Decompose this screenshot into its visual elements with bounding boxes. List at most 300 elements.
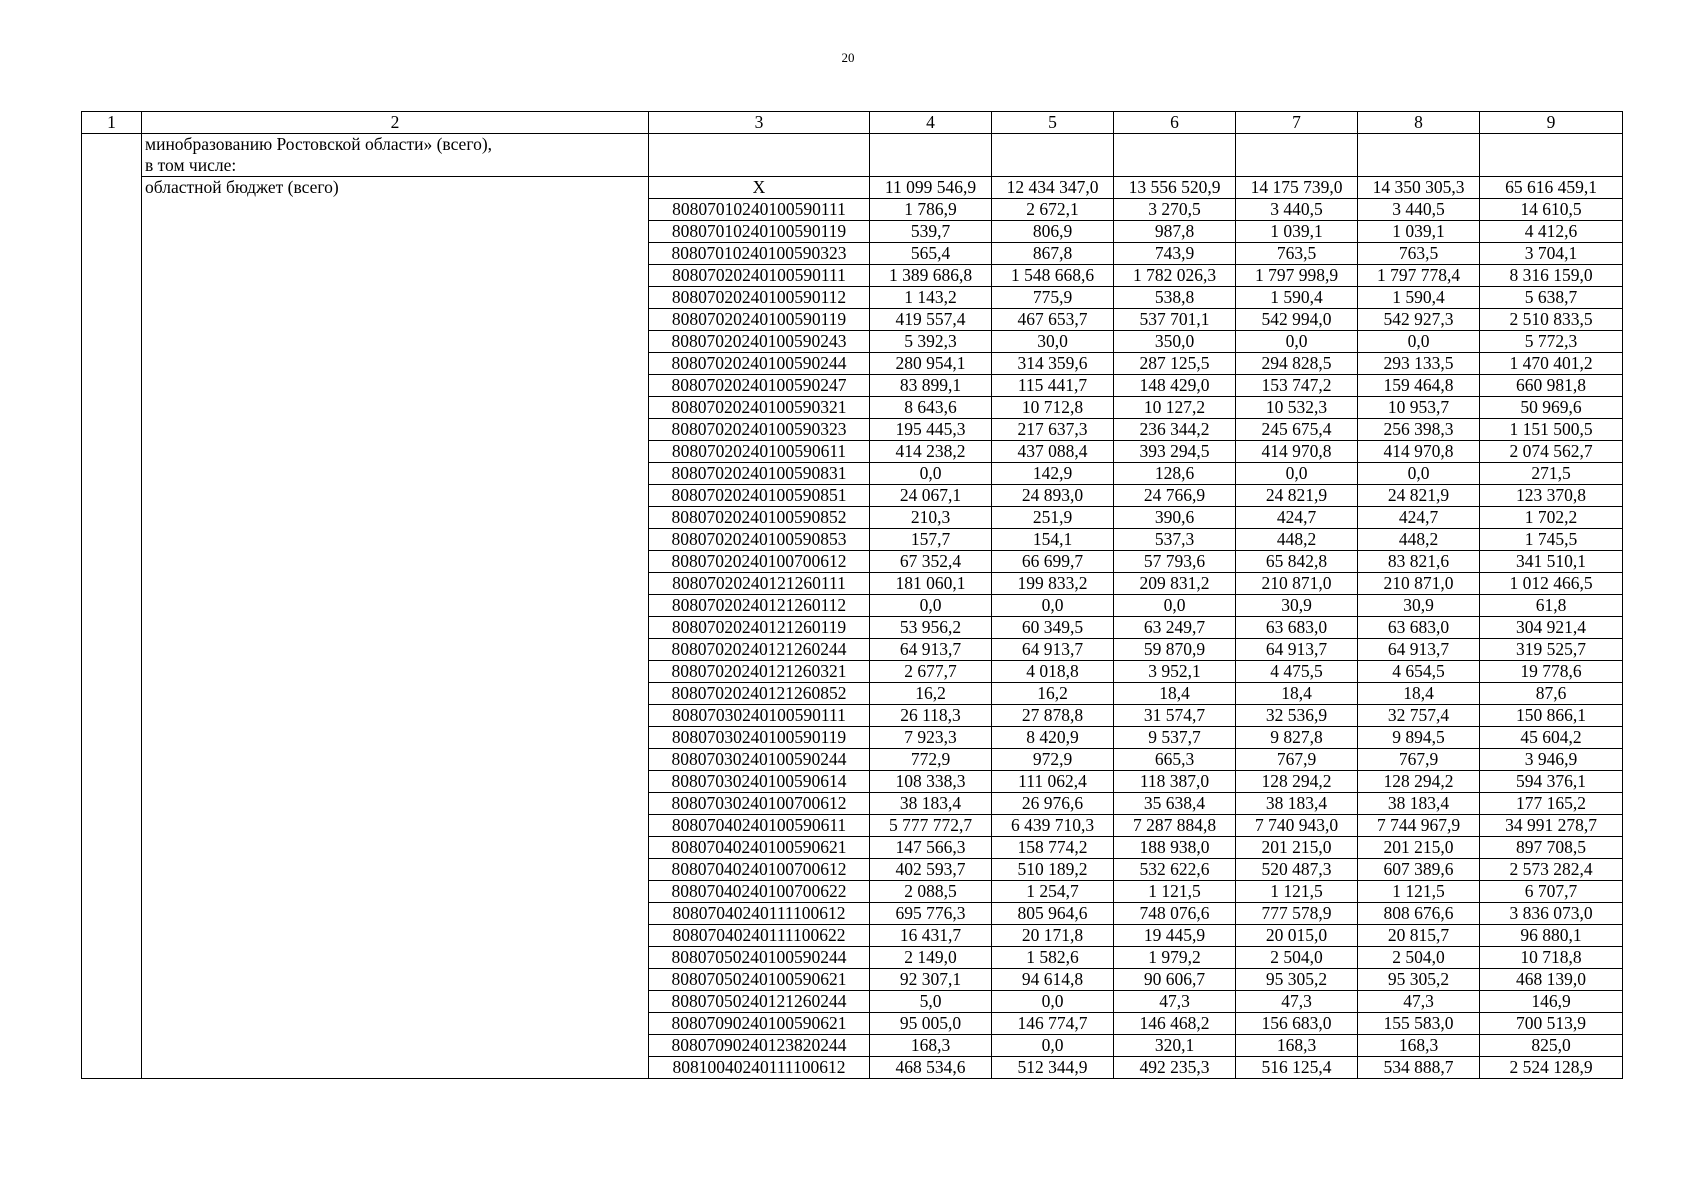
value-cell: 4 018,8 <box>992 661 1114 683</box>
value-cell: 987,8 <box>1114 221 1236 243</box>
value-cell: 520 487,3 <box>1236 859 1358 881</box>
value-cell: 777 578,9 <box>1236 903 1358 925</box>
value-cell: 30,9 <box>1358 595 1480 617</box>
total-cell: 2 524 128,9 <box>1480 1057 1623 1079</box>
value-cell: 14 175 739,0 <box>1236 177 1358 199</box>
value-cell: 767,9 <box>1358 749 1480 771</box>
total-cell: 1 470 401,2 <box>1480 353 1623 375</box>
value-cell: 2 504,0 <box>1236 947 1358 969</box>
value-cell: 539,7 <box>870 221 992 243</box>
value-cell: 4 654,5 <box>1358 661 1480 683</box>
value-cell: 156 683,0 <box>1236 1013 1358 1035</box>
row-number-cell <box>82 134 142 1079</box>
budget-code-cell: 80807090240100590621 <box>649 1013 870 1035</box>
value-cell: 24 893,0 <box>992 485 1114 507</box>
header-cell: 9 <box>1480 112 1623 134</box>
total-cell: 61,8 <box>1480 595 1623 617</box>
value-cell: 1 254,7 <box>992 881 1114 903</box>
value-cell: 83 899,1 <box>870 375 992 397</box>
value-cell: 448,2 <box>1358 529 1480 551</box>
value-cell: 67 352,4 <box>870 551 992 573</box>
value-cell: 19 445,9 <box>1114 925 1236 947</box>
budget-code-cell: 80807040240100700622 <box>649 881 870 903</box>
value-cell: 7 923,3 <box>870 727 992 749</box>
empty-cell <box>1358 134 1480 177</box>
value-cell: 402 593,7 <box>870 859 992 881</box>
total-cell: 468 139,0 <box>1480 969 1623 991</box>
budget-code-cell: 80807040240100590621 <box>649 837 870 859</box>
total-cell: 1 745,5 <box>1480 529 1623 551</box>
value-cell: 18,4 <box>1236 683 1358 705</box>
budget-code-cell: 80807020240100700612 <box>649 551 870 573</box>
value-cell: 24 067,1 <box>870 485 992 507</box>
value-cell: 26 976,6 <box>992 793 1114 815</box>
regional-budget-label: областной бюджет (всего) <box>142 177 649 1079</box>
value-cell: 256 398,3 <box>1358 419 1480 441</box>
value-cell: 2 149,0 <box>870 947 992 969</box>
budget-code-cell: 80807020240100590244 <box>649 353 870 375</box>
value-cell: 10 712,8 <box>992 397 1114 419</box>
program-description-line: минобразованию Ростовской области» (всего), <box>145 134 493 154</box>
value-cell: 1 121,5 <box>1236 881 1358 903</box>
value-cell: 31 574,7 <box>1114 705 1236 727</box>
value-cell: 1 389 686,8 <box>870 265 992 287</box>
value-cell: 1 039,1 <box>1358 221 1480 243</box>
value-cell: 128,6 <box>1114 463 1236 485</box>
value-cell: 350,0 <box>1114 331 1236 353</box>
value-cell: 448,2 <box>1236 529 1358 551</box>
value-cell: 9 827,8 <box>1236 727 1358 749</box>
value-cell: 3 440,5 <box>1236 199 1358 221</box>
value-cell: 47,3 <box>1114 991 1236 1013</box>
value-cell: 1 979,2 <box>1114 947 1236 969</box>
total-cell: 1 702,2 <box>1480 507 1623 529</box>
value-cell: 1 548 668,6 <box>992 265 1114 287</box>
value-cell: 0,0 <box>1236 463 1358 485</box>
value-cell: 468 534,6 <box>870 1057 992 1079</box>
budget-code-cell: 80807030240100590244 <box>649 749 870 771</box>
value-cell: 10 127,2 <box>1114 397 1236 419</box>
value-cell: 1 797 778,4 <box>1358 265 1480 287</box>
value-cell: 0,0 <box>992 1035 1114 1057</box>
value-cell: 195 445,3 <box>870 419 992 441</box>
value-cell: 8 420,9 <box>992 727 1114 749</box>
budget-code-cell: 80807040240100590611 <box>649 815 870 837</box>
total-cell: 150 866,1 <box>1480 705 1623 727</box>
budget-code-cell: 80807010240100590323 <box>649 243 870 265</box>
total-cell: 87,6 <box>1480 683 1623 705</box>
value-cell: 808 676,6 <box>1358 903 1480 925</box>
value-cell: 26 118,3 <box>870 705 992 727</box>
value-cell: 13 556 520,9 <box>1114 177 1236 199</box>
value-cell: 9 537,7 <box>1114 727 1236 749</box>
value-cell: 38 183,4 <box>1358 793 1480 815</box>
total-cell: 45 604,2 <box>1480 727 1623 749</box>
value-cell: 2 672,1 <box>992 199 1114 221</box>
budget-code-cell: 80807020240121260119 <box>649 617 870 639</box>
value-cell: 0,0 <box>1358 463 1480 485</box>
total-cell: 14 610,5 <box>1480 199 1623 221</box>
value-cell: 532 622,6 <box>1114 859 1236 881</box>
value-cell: 1 582,6 <box>992 947 1114 969</box>
value-cell: 1 121,5 <box>1358 881 1480 903</box>
empty-cell <box>1236 134 1358 177</box>
value-cell: 147 566,3 <box>870 837 992 859</box>
value-cell: 16 431,7 <box>870 925 992 947</box>
budget-code-cell: 80807020240121260111 <box>649 573 870 595</box>
value-cell: 1 121,5 <box>1114 881 1236 903</box>
value-cell: 534 888,7 <box>1358 1057 1480 1079</box>
value-cell: 424,7 <box>1358 507 1480 529</box>
budget-code-cell: 80807020240100590321 <box>649 397 870 419</box>
value-cell: 972,9 <box>992 749 1114 771</box>
total-cell: 897 708,5 <box>1480 837 1623 859</box>
value-cell: 20 015,0 <box>1236 925 1358 947</box>
value-cell: 414 238,2 <box>870 441 992 463</box>
total-cell: 65 616 459,1 <box>1480 177 1623 199</box>
program-description-line: в том числе: <box>145 155 237 175</box>
value-cell: 7 744 967,9 <box>1358 815 1480 837</box>
value-cell: 467 653,7 <box>992 309 1114 331</box>
budget-code-cell: 80807020240121260244 <box>649 639 870 661</box>
budget-code-cell: 80807020240100590851 <box>649 485 870 507</box>
total-cell: 271,5 <box>1480 463 1623 485</box>
budget-table <box>81 111 1623 1079</box>
value-cell: 0,0 <box>992 595 1114 617</box>
budget-code-cell: 80807010240100590111 <box>649 199 870 221</box>
header-row <box>82 112 1623 134</box>
header-cell: 6 <box>1114 112 1236 134</box>
value-cell: 3 440,5 <box>1358 199 1480 221</box>
value-cell: 168,3 <box>1358 1035 1480 1057</box>
value-cell: 537 701,1 <box>1114 309 1236 331</box>
value-cell: 115 441,7 <box>992 375 1114 397</box>
value-cell: 209 831,2 <box>1114 573 1236 595</box>
value-cell: 16,2 <box>992 683 1114 705</box>
value-cell: 748 076,6 <box>1114 903 1236 925</box>
value-cell: 424,7 <box>1236 507 1358 529</box>
value-cell: 542 994,0 <box>1236 309 1358 331</box>
value-cell: 245 675,4 <box>1236 419 1358 441</box>
value-cell: 437 088,4 <box>992 441 1114 463</box>
value-cell: 320,1 <box>1114 1035 1236 1057</box>
budget-code-cell: 80807020240100590853 <box>649 529 870 551</box>
value-cell: 83 821,6 <box>1358 551 1480 573</box>
value-cell: 390,6 <box>1114 507 1236 529</box>
budget-code-cell: 80807020240100590111 <box>649 265 870 287</box>
value-cell: 806,9 <box>992 221 1114 243</box>
empty-cell <box>1114 134 1236 177</box>
value-cell: 66 699,7 <box>992 551 1114 573</box>
value-cell: 24 821,9 <box>1236 485 1358 507</box>
value-cell: 155 583,0 <box>1358 1013 1480 1035</box>
value-cell: 210,3 <box>870 507 992 529</box>
value-cell: 63 249,7 <box>1114 617 1236 639</box>
value-cell: 0,0 <box>870 463 992 485</box>
total-cell: 5 772,3 <box>1480 331 1623 353</box>
value-cell: 0,0 <box>1114 595 1236 617</box>
value-cell: 538,8 <box>1114 287 1236 309</box>
value-cell: 217 637,3 <box>992 419 1114 441</box>
value-cell: 153 747,2 <box>1236 375 1358 397</box>
total-cell: 319 525,7 <box>1480 639 1623 661</box>
value-cell: 159 464,8 <box>1358 375 1480 397</box>
value-cell: 14 350 305,3 <box>1358 177 1480 199</box>
value-cell: 280 954,1 <box>870 353 992 375</box>
total-cell: 3 836 073,0 <box>1480 903 1623 925</box>
value-cell: 27 878,8 <box>992 705 1114 727</box>
value-cell: 2 677,7 <box>870 661 992 683</box>
value-cell: 695 776,3 <box>870 903 992 925</box>
budget-code-cell: 80807020240100590247 <box>649 375 870 397</box>
value-cell: 53 956,2 <box>870 617 992 639</box>
value-cell: 63 683,0 <box>1236 617 1358 639</box>
value-cell: 294 828,5 <box>1236 353 1358 375</box>
total-cell: 594 376,1 <box>1480 771 1623 793</box>
value-cell: 0,0 <box>870 595 992 617</box>
value-cell: 1 590,4 <box>1358 287 1480 309</box>
empty-cell <box>870 134 992 177</box>
value-cell: 0,0 <box>1358 331 1480 353</box>
value-cell: 64 913,7 <box>870 639 992 661</box>
empty-cell <box>992 134 1114 177</box>
value-cell: 1 039,1 <box>1236 221 1358 243</box>
value-cell: 210 871,0 <box>1236 573 1358 595</box>
value-cell: 3 270,5 <box>1114 199 1236 221</box>
total-cell: 660 981,8 <box>1480 375 1623 397</box>
value-cell: 565,4 <box>870 243 992 265</box>
value-cell: 59 870,9 <box>1114 639 1236 661</box>
value-cell: 1 590,4 <box>1236 287 1358 309</box>
program-description-cell <box>142 134 649 177</box>
value-cell: 158 774,2 <box>992 837 1114 859</box>
value-cell: 210 871,0 <box>1358 573 1480 595</box>
budget-code-cell: 80810040240111100612 <box>649 1057 870 1079</box>
value-cell: 7 740 943,0 <box>1236 815 1358 837</box>
value-cell: 95 305,2 <box>1358 969 1480 991</box>
total-cell: 304 921,4 <box>1480 617 1623 639</box>
page-number: 20 <box>841 50 855 65</box>
value-cell: 665,3 <box>1114 749 1236 771</box>
value-cell: 775,9 <box>992 287 1114 309</box>
header-cell: 3 <box>649 112 870 134</box>
budget-code-cell: 80807020240100590119 <box>649 309 870 331</box>
budget-code-cell: 80807030240100590119 <box>649 727 870 749</box>
value-cell: 142,9 <box>992 463 1114 485</box>
value-cell: 6 439 710,3 <box>992 815 1114 837</box>
value-cell: 542 927,3 <box>1358 309 1480 331</box>
value-cell: 188 938,0 <box>1114 837 1236 859</box>
value-cell: 30,9 <box>1236 595 1358 617</box>
value-cell: 199 833,2 <box>992 573 1114 595</box>
total-cell: 1 012 466,5 <box>1480 573 1623 595</box>
total-cell: 341 510,1 <box>1480 551 1623 573</box>
value-cell: 154,1 <box>992 529 1114 551</box>
value-cell: 108 338,3 <box>870 771 992 793</box>
total-cell: 5 638,7 <box>1480 287 1623 309</box>
value-cell: 2 504,0 <box>1358 947 1480 969</box>
regional-budget-row <box>82 177 1623 199</box>
value-cell: 181 060,1 <box>870 573 992 595</box>
value-cell: 57 793,6 <box>1114 551 1236 573</box>
value-cell: 64 913,7 <box>1358 639 1480 661</box>
total-cell: 700 513,9 <box>1480 1013 1623 1035</box>
value-cell: 7 287 884,8 <box>1114 815 1236 837</box>
value-cell: 92 307,1 <box>870 969 992 991</box>
value-cell: 128 294,2 <box>1236 771 1358 793</box>
value-cell: 743,9 <box>1114 243 1236 265</box>
value-cell: 146 468,2 <box>1114 1013 1236 1035</box>
header-cell: 1 <box>82 112 142 134</box>
budget-code-cell: 80807020240100590323 <box>649 419 870 441</box>
total-cell: 146,9 <box>1480 991 1623 1013</box>
value-cell: 18,4 <box>1114 683 1236 705</box>
value-cell: 867,8 <box>992 243 1114 265</box>
value-cell: 47,3 <box>1236 991 1358 1013</box>
value-cell: 251,9 <box>992 507 1114 529</box>
value-cell: 64 913,7 <box>1236 639 1358 661</box>
value-cell: 5 777 772,7 <box>870 815 992 837</box>
budget-code-cell: 80807020240100590243 <box>649 331 870 353</box>
value-cell: 168,3 <box>1236 1035 1358 1057</box>
value-cell: 607 389,6 <box>1358 859 1480 881</box>
budget-code-cell: 80807010240100590119 <box>649 221 870 243</box>
value-cell: 148 429,0 <box>1114 375 1236 397</box>
total-cell: 34 991 278,7 <box>1480 815 1623 837</box>
value-cell: 772,9 <box>870 749 992 771</box>
value-cell: 767,9 <box>1236 749 1358 771</box>
value-cell: 95 305,2 <box>1236 969 1358 991</box>
budget-code-cell: 80807040240111100622 <box>649 925 870 947</box>
total-cell: 2 510 833,5 <box>1480 309 1623 331</box>
value-cell: 516 125,4 <box>1236 1057 1358 1079</box>
value-cell: 157,7 <box>870 529 992 551</box>
value-cell: 510 189,2 <box>992 859 1114 881</box>
value-cell: 90 606,7 <box>1114 969 1236 991</box>
value-cell: 393 294,5 <box>1114 441 1236 463</box>
value-cell: 1 143,2 <box>870 287 992 309</box>
budget-code-cell: 80807030240100590111 <box>649 705 870 727</box>
value-cell: 763,5 <box>1236 243 1358 265</box>
budget-code-cell: 80807020240100590831 <box>649 463 870 485</box>
total-cell: 177 165,2 <box>1480 793 1623 815</box>
value-cell: 9 894,5 <box>1358 727 1480 749</box>
header-cell: 8 <box>1358 112 1480 134</box>
total-cell: 4 412,6 <box>1480 221 1623 243</box>
value-cell: 20 815,7 <box>1358 925 1480 947</box>
header-cell: 2 <box>142 112 649 134</box>
header-cell: 5 <box>992 112 1114 134</box>
value-cell: 201 215,0 <box>1236 837 1358 859</box>
total-cell: 825,0 <box>1480 1035 1623 1057</box>
value-cell: 20 171,8 <box>992 925 1114 947</box>
value-cell: 4 475,5 <box>1236 661 1358 683</box>
budget-code-cell: 80807050240100590244 <box>649 947 870 969</box>
value-cell: 38 183,4 <box>870 793 992 815</box>
value-cell: 47,3 <box>1358 991 1480 1013</box>
value-cell: 94 614,8 <box>992 969 1114 991</box>
value-cell: 63 683,0 <box>1358 617 1480 639</box>
value-cell: 1 782 026,3 <box>1114 265 1236 287</box>
budget-code-cell: 80807020240100590112 <box>649 287 870 309</box>
value-cell: 8 643,6 <box>870 397 992 419</box>
budget-code-cell: 80807090240123820244 <box>649 1035 870 1057</box>
value-cell: 168,3 <box>870 1035 992 1057</box>
total-cell: 96 880,1 <box>1480 925 1623 947</box>
value-cell: 95 005,0 <box>870 1013 992 1035</box>
total-cell: 10 718,8 <box>1480 947 1623 969</box>
value-cell: 293 133,5 <box>1358 353 1480 375</box>
value-cell: 146 774,7 <box>992 1013 1114 1035</box>
value-cell: 0,0 <box>992 991 1114 1013</box>
header-cell: 7 <box>1236 112 1358 134</box>
empty-cell <box>1480 134 1623 177</box>
value-cell: 5 392,3 <box>870 331 992 353</box>
total-cell: 6 707,7 <box>1480 881 1623 903</box>
value-cell: 236 344,2 <box>1114 419 1236 441</box>
value-cell: 1 797 998,9 <box>1236 265 1358 287</box>
total-cell: 123 370,8 <box>1480 485 1623 507</box>
total-cell: 2 573 282,4 <box>1480 859 1623 881</box>
value-cell: 287 125,5 <box>1114 353 1236 375</box>
value-cell: 38 183,4 <box>1236 793 1358 815</box>
total-cell: 3 704,1 <box>1480 243 1623 265</box>
value-cell: 1 786,9 <box>870 199 992 221</box>
value-cell: 24 821,9 <box>1358 485 1480 507</box>
value-cell: 10 532,3 <box>1236 397 1358 419</box>
budget-code-cell: 80807020240100590852 <box>649 507 870 529</box>
value-cell: 414 970,8 <box>1236 441 1358 463</box>
value-cell: 763,5 <box>1358 243 1480 265</box>
value-cell: 201 215,0 <box>1358 837 1480 859</box>
total-cell: 19 778,6 <box>1480 661 1623 683</box>
budget-code-cell: 80807040240100700612 <box>649 859 870 881</box>
value-cell: 18,4 <box>1358 683 1480 705</box>
value-cell: 35 638,4 <box>1114 793 1236 815</box>
value-cell: 11 099 546,9 <box>870 177 992 199</box>
value-cell: 32 536,9 <box>1236 705 1358 727</box>
budget-code-cell: 80807050240121260244 <box>649 991 870 1013</box>
total-cell: 2 074 562,7 <box>1480 441 1623 463</box>
value-cell: 805 964,6 <box>992 903 1114 925</box>
budget-code-cell: 80807040240111100612 <box>649 903 870 925</box>
budget-code-cell: 80807030240100700612 <box>649 793 870 815</box>
value-cell: 111 062,4 <box>992 771 1114 793</box>
budget-code-cell: 80807020240121260112 <box>649 595 870 617</box>
value-cell: 5,0 <box>870 991 992 1013</box>
value-cell: 0,0 <box>1236 331 1358 353</box>
total-cell: 3 946,9 <box>1480 749 1623 771</box>
budget-code-cell: 80807050240100590621 <box>649 969 870 991</box>
value-cell: 537,3 <box>1114 529 1236 551</box>
total-cell: 1 151 500,5 <box>1480 419 1623 441</box>
total-cell: 50 969,6 <box>1480 397 1623 419</box>
value-cell: 24 766,9 <box>1114 485 1236 507</box>
empty-cell <box>649 134 870 177</box>
value-cell: 3 952,1 <box>1114 661 1236 683</box>
intro-row <box>82 134 1623 177</box>
value-cell: 30,0 <box>992 331 1114 353</box>
total-cell: 8 316 159,0 <box>1480 265 1623 287</box>
value-cell: 16,2 <box>870 683 992 705</box>
value-cell: 65 842,8 <box>1236 551 1358 573</box>
value-cell: 10 953,7 <box>1358 397 1480 419</box>
value-cell: 512 344,9 <box>992 1057 1114 1079</box>
budget-code-cell: 80807030240100590614 <box>649 771 870 793</box>
value-cell: 128 294,2 <box>1358 771 1480 793</box>
budget-code-cell: Х <box>649 177 870 199</box>
value-cell: 60 349,5 <box>992 617 1114 639</box>
